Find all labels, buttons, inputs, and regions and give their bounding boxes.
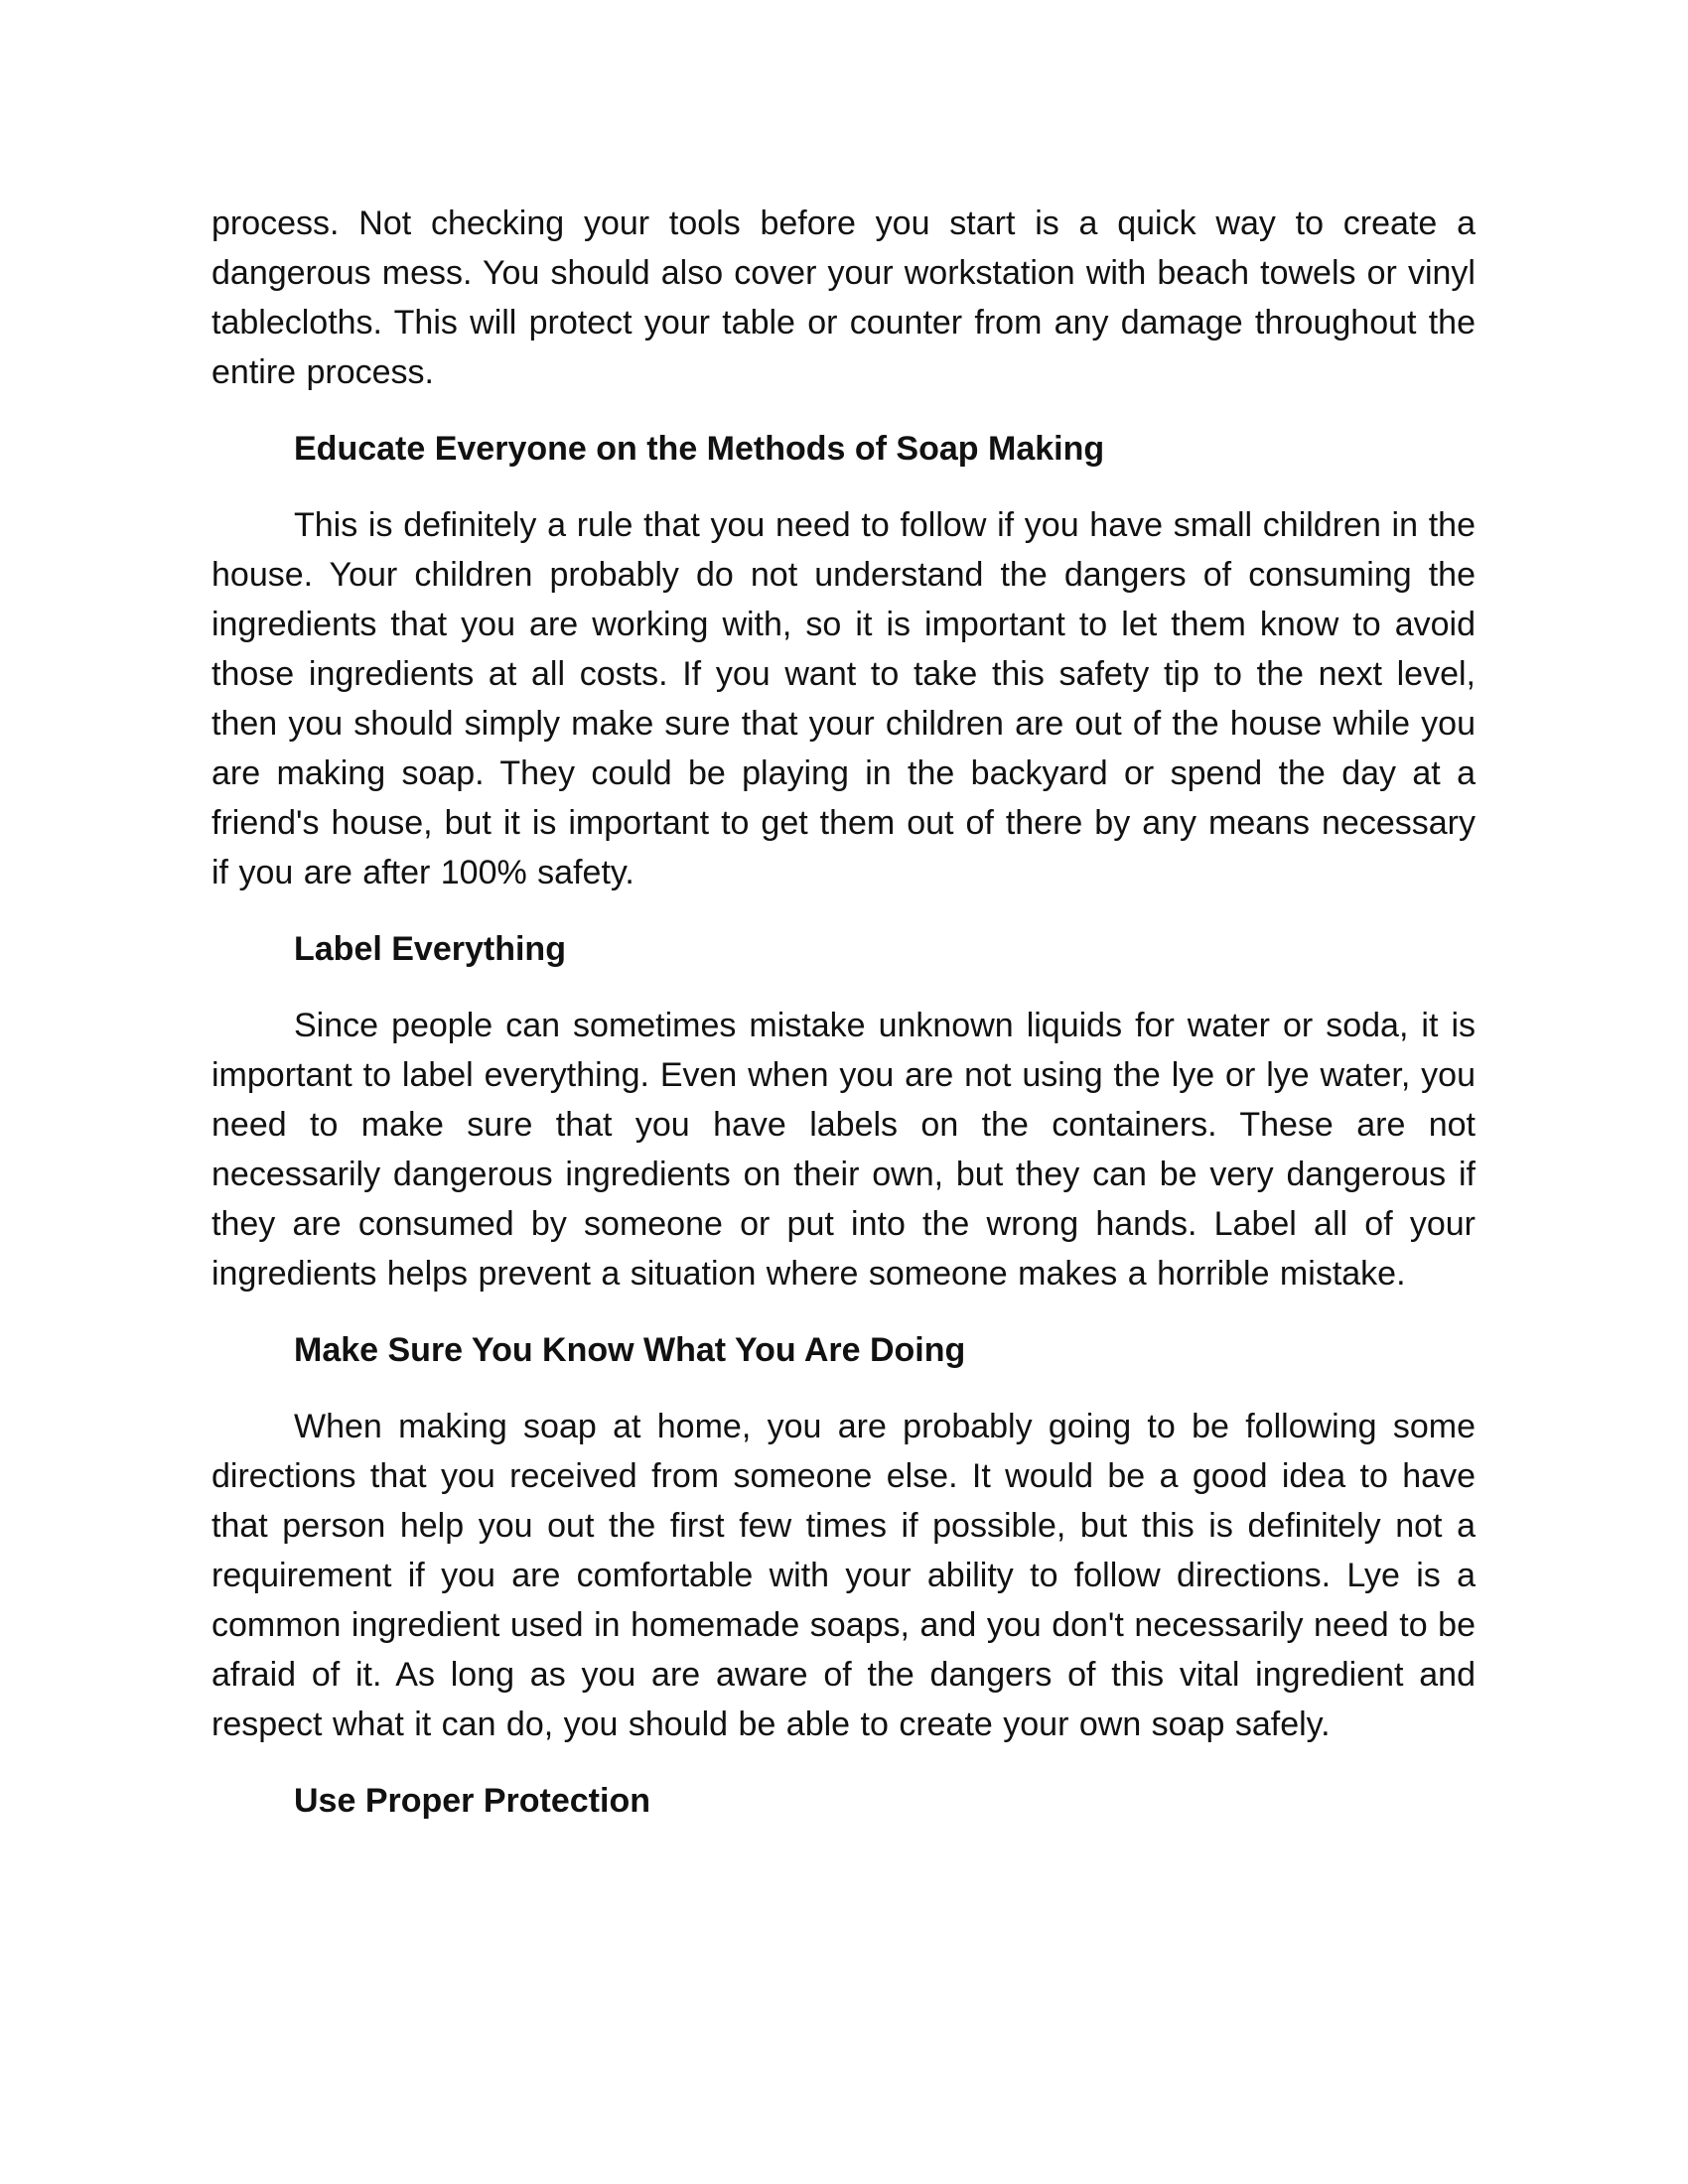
- paragraph-know-what-you-are-doing: When making soap at home, you are probably going to be following some directions that you received from someone else. It would be a good idea to have that person help you out the first few times if possible, but this is definitely not a requirement if you are comfortable with your ability to follow directions. Lye is a common ingredient used in homemade soaps, and you don't necessarily need to be afraid of it. As long as you are aware of the dangers of this vital ingredient and respect what it can do, you should be able to create your own soap safely.: [211, 1408, 1476, 1743]
- paragraph-label-everything: Since people can sometimes mistake unknown liquids for water or soda, it is important to label everything. Even when you are not using the lye or lye water, you need to make sure that you have labels on the containers. These are not necessarily dangerous ingredients on their own, but they can be very dangerous if they are consumed by someone or put into the wrong hands. Label all of your ingredients helps prevent a situation where someone makes a horrible mistake.: [211, 1007, 1476, 1293]
- heading-know-what-you-are-doing: Make Sure You Know What You Are Doing: [294, 1331, 966, 1369]
- document-page: [211, 199, 1476, 1826]
- heading-use-proper-protection: Use Proper Protection: [294, 1782, 650, 1820]
- paragraph-educate-everyone: This is definitely a rule that you need to follow if you have small children in the house. Your children probably do not understand the dangers of consuming the ingredients that you are working with, so it is important to let them know to avoid those ingredients at all costs. If you want to take this safety tip to the next level, then you should simply make sure that your children are out of the house while you are making soap. They could be playing in the backyard or spend the day at a friend's house, but it is important to get them out of there by any means necessary if you are after 100% safety.: [211, 506, 1476, 891]
- paragraph-intro: process. Not checking your tools before you start is a quick way to create a dangerous mess. You should also cover your workstation with beach towels or vinyl tablecloths. This will protect your table or counter from any damage throughout the entire process.: [211, 205, 1476, 391]
- heading-educate-everyone: Educate Everyone on the Methods of Soap Making: [294, 430, 1105, 468]
- heading-label-everything: Label Everything: [294, 930, 566, 968]
